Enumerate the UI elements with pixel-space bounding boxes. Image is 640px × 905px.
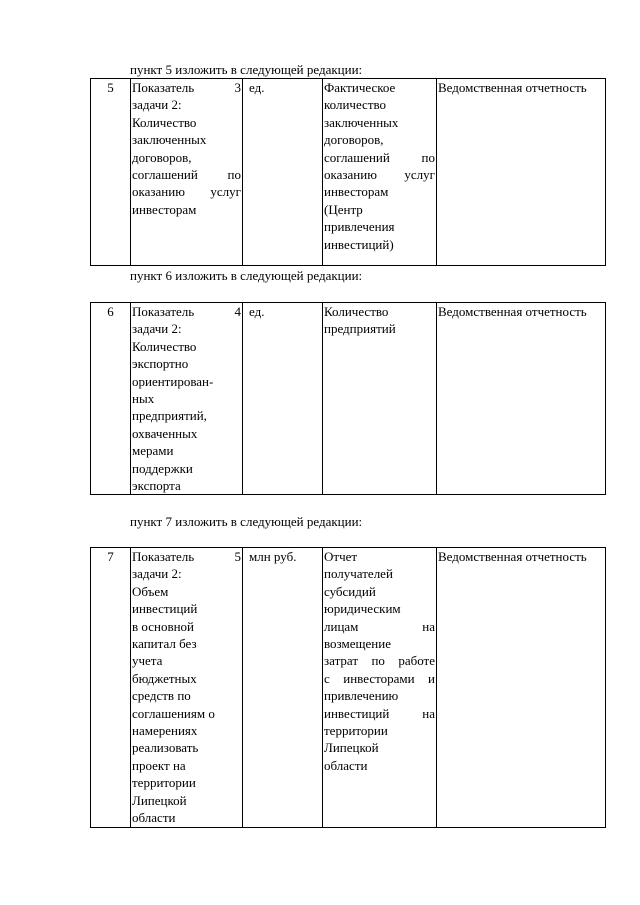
source-line — [324, 705, 435, 722]
source-line: юридическим — [324, 601, 401, 617]
indicator-number: 5 — [234, 549, 241, 564]
source-cell — [323, 548, 437, 828]
source-line: (Центр — [324, 201, 363, 217]
source-line — [324, 166, 435, 183]
indicator-line: охвачeнных — [132, 425, 198, 441]
indicator-table — [90, 547, 606, 828]
indicator-line: экспортно — [132, 356, 189, 372]
source-line: договоров, — [324, 132, 384, 148]
justified-word: инвестиций — [324, 705, 390, 721]
justified-word: по — [421, 149, 435, 165]
justified-word: на — [422, 705, 435, 721]
indicator-line: Объем — [132, 583, 169, 599]
indicator-cell — [131, 548, 243, 828]
indicator-head — [132, 303, 241, 320]
source-line: заключенных — [324, 114, 399, 130]
indicator-line: соглашениям о — [132, 705, 215, 721]
unit-cell — [243, 79, 323, 266]
row-number: 5 — [91, 79, 131, 266]
indicator-table — [90, 78, 606, 266]
indicator-line: намерениях — [132, 723, 198, 739]
justified-word: затрат — [324, 653, 359, 669]
indicator-line: инвесторам — [132, 201, 197, 217]
table-row — [91, 79, 606, 266]
indicator-line: мерами — [132, 443, 174, 459]
source-line: получателей — [324, 566, 393, 582]
indicator-line: проект на — [132, 757, 186, 773]
indicator-line: поддержки — [132, 460, 193, 476]
justified-word: соглашений — [132, 167, 198, 183]
justified-word: оказанию — [324, 167, 377, 183]
justified-word: на — [422, 618, 435, 634]
indicator-cell — [131, 303, 243, 495]
indicator-line-justified — [132, 183, 241, 200]
indicator-table — [90, 302, 606, 495]
indicator-cell — [131, 79, 243, 266]
indicator-line: бюджетных — [132, 670, 197, 686]
unit-value: млн руб. — [249, 549, 297, 564]
report-cell: Ведомственная отчетность — [437, 548, 606, 828]
source-line — [324, 618, 435, 635]
section-intro: пункт 5 изложить в следующей редакции: — [130, 62, 363, 77]
justified-word: по — [371, 653, 385, 669]
justified-word: по — [227, 167, 241, 183]
source-line: предприятий — [324, 321, 396, 337]
unit-cell — [243, 548, 323, 828]
justified-word: лицам — [324, 618, 359, 634]
justified-word: соглашений — [324, 149, 390, 165]
indicator-line: инвестиций — [132, 601, 198, 617]
justified-word: услуг — [404, 167, 435, 183]
source-line: области — [324, 757, 368, 773]
unit-cell — [243, 303, 323, 495]
row-number: 7 — [91, 548, 131, 828]
justified-word: инвесторами — [343, 670, 415, 686]
indicator-line: задачи 2: — [132, 321, 182, 337]
indicator-head-label: Показатель — [132, 80, 195, 95]
source-line: привлечению — [324, 688, 399, 704]
indicator-head — [132, 548, 241, 565]
indicator-line: территории — [132, 775, 196, 791]
source-cell — [323, 79, 437, 266]
table-row — [91, 303, 606, 495]
source-line: субсидий — [324, 583, 376, 599]
source-line: возмещение — [324, 636, 391, 652]
indicator-line: в основной — [132, 618, 194, 634]
indicator-number: 4 — [234, 304, 241, 319]
indicator-line: экспорта — [132, 478, 181, 494]
indicator-head-label: Показатель — [132, 549, 195, 564]
row-number: 6 — [91, 303, 131, 495]
unit-value: ед. — [249, 80, 265, 95]
source-line: Фактическое — [324, 80, 396, 95]
indicator-line: задачи 2: — [132, 566, 182, 582]
section-intro: пункт 6 изложить в следующей редакции: — [130, 268, 363, 283]
indicator-head — [132, 79, 241, 96]
source-line: привлечения — [324, 219, 395, 235]
indicator-line: заключенных — [132, 132, 207, 148]
indicator-line: средств по — [132, 688, 191, 704]
indicator-line: договоров, — [132, 149, 192, 165]
report-cell: Ведомственная отчетность — [437, 303, 606, 495]
source-line: Отчет — [324, 549, 358, 564]
source-line — [324, 670, 435, 687]
justified-word: и — [428, 670, 435, 686]
indicator-line: предприятий, — [132, 408, 207, 424]
justified-word: оказанию — [132, 184, 185, 200]
indicator-line: ориентирован- — [132, 373, 214, 389]
indicator-head-label: Показатель — [132, 304, 195, 319]
justified-word: с — [324, 670, 330, 686]
indicator-line: ных — [132, 391, 155, 407]
section-intro: пункт 7 изложить в следующей редакции: — [130, 514, 363, 529]
indicator-line: Количество — [132, 338, 197, 354]
table-row — [91, 548, 606, 828]
source-line: количество — [324, 97, 387, 113]
report-cell: Ведомственная отчетность — [437, 79, 606, 266]
indicator-line: области — [132, 810, 176, 826]
indicator-line: задачи 2: — [132, 97, 182, 113]
justified-word: работе — [398, 653, 435, 669]
source-line: Липецкой — [324, 740, 379, 756]
justified-word: услуг — [210, 184, 241, 200]
indicator-line: Количество — [132, 114, 197, 130]
indicator-line: капитал без — [132, 636, 197, 652]
source-line — [324, 149, 435, 166]
indicator-line-justified — [132, 166, 241, 183]
source-line: территории — [324, 723, 388, 739]
source-cell — [323, 303, 437, 495]
indicator-line: Липецкой — [132, 792, 187, 808]
unit-value: ед. — [249, 304, 265, 319]
source-line — [324, 652, 435, 669]
source-line: Количество — [324, 304, 389, 319]
indicator-line: учета — [132, 653, 163, 669]
source-line: инвестиций) — [324, 236, 394, 252]
indicator-number: 3 — [234, 80, 241, 95]
source-line: инвесторам — [324, 184, 389, 200]
indicator-line: реализовать — [132, 740, 199, 756]
